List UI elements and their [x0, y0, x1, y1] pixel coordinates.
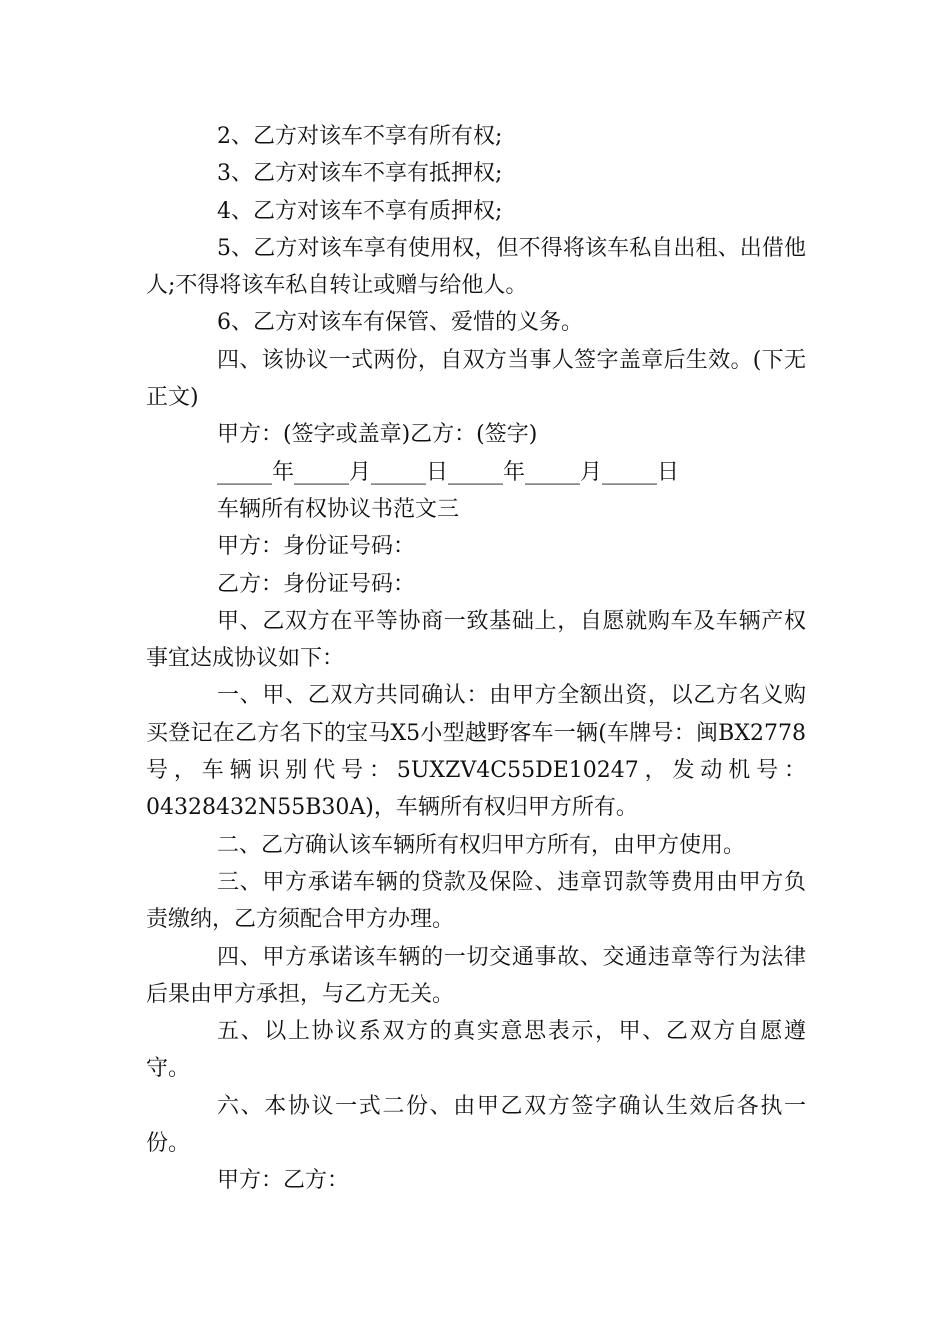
article-three: 三、甲方承诺车辆的贷款及保险、违章罚款等费用由甲方负责缴纳，乙方须配合甲方办理。 [146, 869, 806, 933]
article-two: 二、乙方确认该车辆所有权归甲方所有，由甲方使用。 [217, 832, 746, 858]
sample-title: 车辆所有权协议书范文三 [217, 496, 460, 522]
document-body [146, 118, 806, 1200]
date-line: _____年_____月_____日_____年_____月_____日 [217, 459, 680, 485]
signature-line: 甲方：(签字或盖章)乙方：(签字) [217, 422, 538, 448]
section-four: 四、该协议一式两份，自双方当事人签字盖章后生效。(下无正文) [146, 347, 806, 411]
party-a-id: 甲方：身份证号码： [217, 534, 416, 560]
party-b-id: 乙方：身份证号码： [217, 571, 416, 597]
clause-3: 3、乙方对该车不享有抵押权; [217, 161, 503, 187]
article-six: 六、本协议一式二份、由甲乙双方签字确认生效后各执一份。 [146, 1093, 806, 1157]
article-four: 四、甲方承诺该车辆的一切交通事故、交通违章等行为法律后果由甲方承担，与乙方无关。 [146, 944, 806, 1007]
clause-5: 5、乙方对该车享有使用权，但不得将该车私自出租、出借他人;不得将该车私自转让或赠与给他人。 [146, 235, 806, 299]
final-signature-line: 甲方：乙方： [217, 1168, 350, 1194]
article-one: 一、甲、乙双方共同确认：由甲方全额出资，以乙方名义购买登记在乙方名下的宝马X5小型越野客车一辆(车牌号：闽BX2778号，车辆识别代号：5UXZV4C55DE10247，发动机号：04328432N55B30A)，车辆所有权归甲方所有。 [146, 683, 806, 821]
clause-2: 2、乙方对该车不享有所有权; [217, 124, 503, 149]
clause-4: 4、乙方对该车不享有质押权; [217, 198, 503, 224]
preamble: 甲、乙双方在平等协商一致基础上，自愿就购车及车辆产权事宜达成协议如下： [146, 608, 806, 672]
clause-6: 6、乙方对该车有保管、爱惜的义务。 [217, 310, 583, 336]
article-five: 五、以上协议系双方的真实意思表示，甲、乙双方自愿遵守。 [146, 1019, 806, 1082]
